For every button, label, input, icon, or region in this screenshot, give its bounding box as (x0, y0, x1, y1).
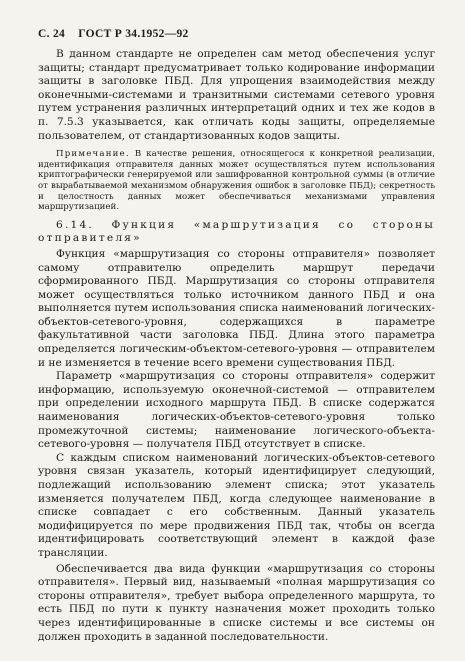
page-header (38, 28, 435, 40)
note-label: Примечание. (56, 149, 130, 160)
page-number: С. 24 (38, 28, 66, 40)
section-heading: 6.14. Функция «маршрутизация со стороны отправителя» (38, 218, 435, 245)
paragraph-pointer: С каждым списком наименований логических-объектов-сетевого уровня связан указатель, который идентифицирует следующий, подлежащий использованию элемент списка; этот указатель изменяется получателем ПБД, когда следующее наименование в списке совпадает с его собственным. Данный указатель модифицируется по мере продвижения ПБД так, чтобы он всегда идентифицировать соответствующий элемент в каждой фазе трансляции. (38, 451, 435, 559)
standard-code: ГОСТ Р 34.1952—92 (78, 28, 189, 40)
paragraph-source-routing-parameter: Параметр «маршрутизация со стороны отправителя» содержит информацию, используемую оконечной-системой — отправителем при определении исходного маршрута ПБД. В списке содержатся наименования логических-объектов-сетевого-уровня только промежуточной системы; наименование логического-объекта-сетевого-уровня — получателя ПБД отсутствует в списке. (38, 370, 435, 451)
note-text: В качестве решения, относящегося к конкретной реализации, идентификация отправителя данных может осуществляться путем использования криптографически генерируемой или зашифрованной контрольной суммы (в отличие от вырабатываемой механизмом обнаружения ошибок в заголовке ПБД); секретность и целостность данных может обеспечиваться механизмами управления маршрутизацией. (38, 149, 435, 213)
note (38, 149, 435, 213)
paragraph-security-coding: В данном стандарте не определен сам метод обеспечения услуг защиты; стандарт предусматривает только кодирование информации защиты в заголовке ПБД. Для упрощения взаимодействия между оконечными-системами и транзитными системами сетевого уровня путем устранения различных интерпретаций одних и тех же кодов в п. 7.5.3 указывается, как отличать коды защиты, определяемые пользователем, от стандартизованных кодов защиты. (38, 48, 435, 142)
paragraph-routing-types: Обеспечивается два вида функции «маршрутизация со стороны отправителя». Первый вид, называемый «полная маршрутизация со стороны отправителя», требует выбора определенного маршрута, то есть ПБД по пути к пункту назначения может проходить только через идентифицированные в списке системы и все системы он должен проходить в заданной последовательности. (38, 562, 435, 643)
paragraph-source-routing-intro: Функция «маршрутизация со стороны отправителя» позволяет самому отправителю определить маршрут передачи сформированного ПБД. Маршрутизация со стороны отправителя может осуществляться только источником данного ПБД и она выполняется путем использования списка наименований логических-объектов-сетевого-уровня, содержащихся в параметре факультативной части заголовка ПБД. Длина этого параметра определяется логическим-объектом-сетевого-уровня — отправителем и не изменяется в течение всего времени существования ПБД. (38, 247, 435, 369)
